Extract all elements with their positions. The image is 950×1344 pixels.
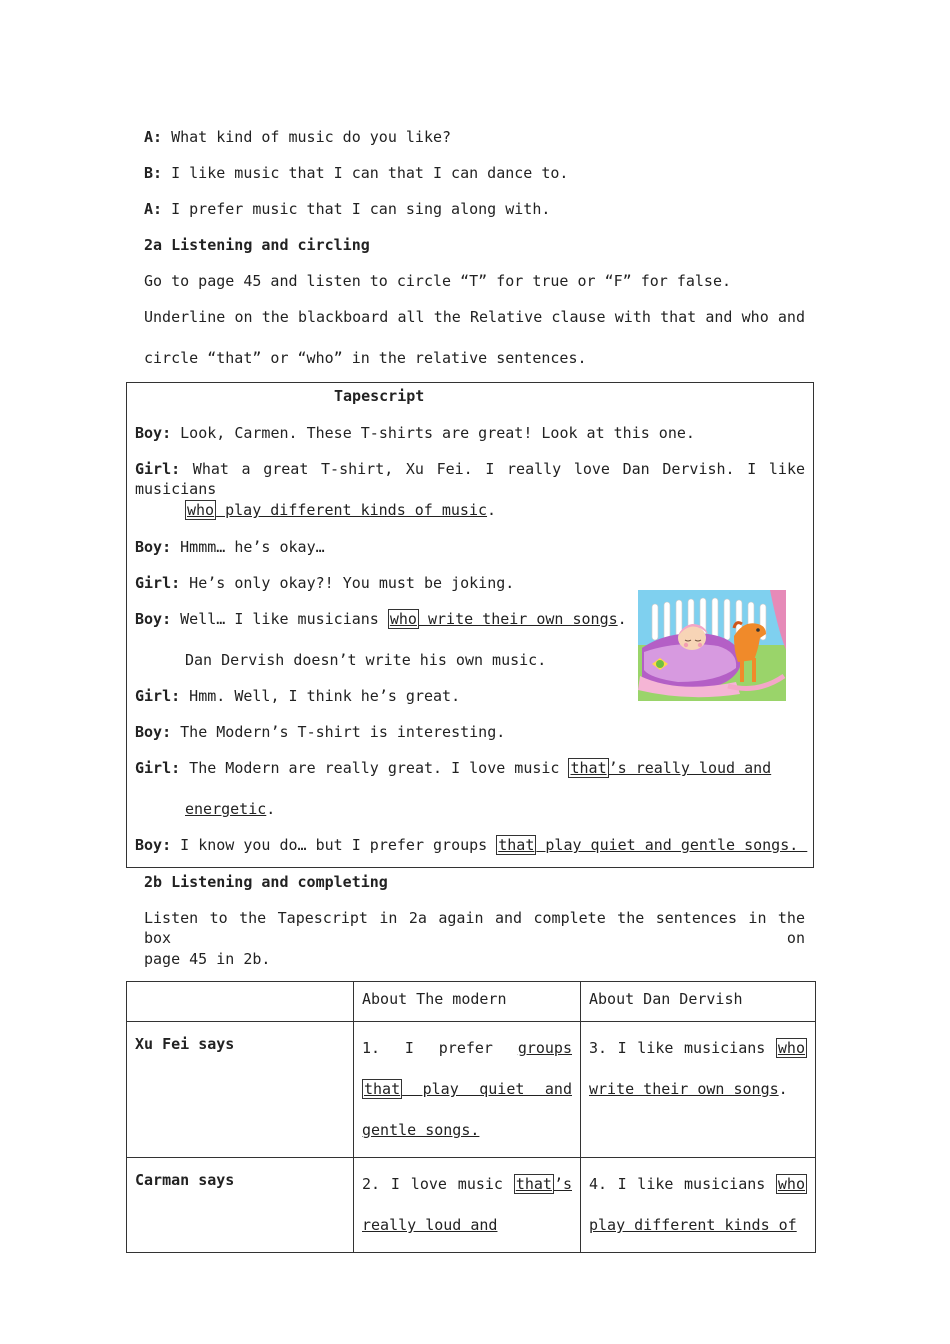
table-header-row [127, 982, 816, 1022]
speaker-label: Boy: [135, 723, 172, 741]
completion-table [126, 981, 816, 1253]
cell-text: 2. I love music [362, 1175, 514, 1193]
cell-text: . [778, 1080, 788, 1098]
tapescript-line [135, 609, 627, 629]
section-2b-instruction-2: page 45 in 2b. [144, 950, 271, 968]
circled-word: who [389, 610, 417, 628]
underlined-clause: ’s really loud and [608, 759, 772, 777]
speaker-label: A: [144, 128, 163, 146]
underlined-clause: play quiet and gentle songs. [362, 1080, 572, 1139]
line-text: Hmm. Well, I think he’s great. [180, 687, 461, 705]
speaker-label: Boy: [135, 610, 172, 628]
tapescript-line [185, 500, 496, 520]
dialogue-text: I prefer music that I can sing along with. [162, 200, 551, 218]
speaker-label: Girl: [135, 759, 181, 777]
line-text: Hmmm… he’s okay… [171, 538, 325, 556]
sleeping-baby-illustration [638, 590, 786, 701]
tapescript-line [135, 686, 460, 706]
line-text: He’s only okay?! You must be joking. [180, 574, 515, 592]
tapescript-title: Tapescript [334, 387, 425, 405]
line-text: . [487, 501, 497, 519]
table-row [127, 1022, 816, 1158]
row-label-carman: Carman says [127, 1158, 354, 1253]
table-cell [581, 1022, 816, 1158]
circled-word: who [777, 1175, 805, 1193]
underlined-clause: play quiet and gentle songs. [536, 836, 808, 854]
section-2a-instruction-2: Underline on the blackboard all the Relative clause with that and who and [144, 308, 805, 326]
underlined-clause: play different kinds of music [216, 501, 488, 519]
line-text: I know you do… but I prefer groups [171, 836, 497, 854]
tapescript-line [185, 799, 275, 819]
column-header-modern: About The modern [354, 982, 581, 1022]
underlined-clause: write their own songs [418, 610, 618, 628]
underlined-clause: write their own songs [589, 1080, 779, 1098]
tapescript-line [135, 835, 807, 855]
circled-word: that [515, 1175, 552, 1193]
line-text: The Modern are really great. I love music [180, 759, 569, 777]
cell-text: 1. I prefer [362, 1039, 518, 1057]
empty-header-cell [127, 982, 354, 1022]
tapescript-line [135, 722, 505, 742]
underlined-clause: ’s really loud and [362, 1175, 572, 1234]
row-label-xu-fei: Xu Fei says [127, 1022, 354, 1158]
tapescript-line: Dan Dervish doesn’t write his own music. [185, 651, 547, 669]
underlined-clause: groups [517, 1039, 572, 1057]
speaker-label: Girl: [135, 574, 181, 592]
circled-word: that [570, 759, 607, 777]
circled-word: that [364, 1080, 401, 1098]
section-2b-heading: 2b Listening and completing [144, 873, 388, 891]
tapescript-line [135, 758, 771, 778]
speaker-label: Boy: [135, 538, 172, 556]
dialogue-line-a2 [144, 199, 550, 219]
tapescript-line [135, 537, 325, 557]
cell-text: 4. I like musicians [589, 1175, 776, 1193]
circled-word: who [187, 501, 215, 519]
section-2a-instruction-1: Go to page 45 and listen to circle “T” for true or “F” for false. [144, 272, 731, 290]
speaker-label: Girl: [135, 687, 181, 705]
section-2b-instruction-1: Listen to the Tapescript in 2a again and complete the sentences in the box on [144, 909, 805, 947]
dialogue-text: I like music that I can that I can dance to. [162, 164, 569, 182]
line-text: What a great T-shirt, Xu Fei. I really love Dan Dervish. I like musicians [135, 460, 805, 498]
table-cell [581, 1158, 816, 1253]
dialogue-line-b [144, 163, 568, 183]
tapescript-line [135, 459, 805, 499]
cell-text: 3. I like musicians [589, 1039, 776, 1057]
table-row [127, 1158, 816, 1253]
speaker-label: Girl: [135, 460, 181, 478]
column-header-dan-dervish: About Dan Dervish [581, 982, 816, 1022]
section-2a-instruction-3: circle “that” or “who” in the relative sentences. [144, 349, 587, 367]
speaker-label: Boy: [135, 424, 172, 442]
tapescript-line [135, 573, 514, 593]
underlined-clause: energetic [185, 800, 267, 818]
section-2a-heading: 2a Listening and circling [144, 236, 370, 254]
line-text: . [266, 800, 276, 818]
line-text: Look, Carmen. These T-shirts are great! Look at this one. [171, 424, 695, 442]
dialogue-text: What kind of music do you like? [162, 128, 452, 146]
speaker-label: A: [144, 200, 163, 218]
table-cell [354, 1022, 581, 1158]
speaker-label: Boy: [135, 836, 172, 854]
speaker-label: B: [144, 164, 163, 182]
tapescript-line [135, 423, 695, 443]
table-cell [354, 1158, 581, 1253]
underlined-clause: play different kinds of [589, 1216, 797, 1234]
dialogue-line-a1 [144, 127, 451, 147]
circled-word: who [777, 1039, 805, 1057]
line-text: . [617, 610, 627, 628]
line-text: Well… I like musicians [171, 610, 388, 628]
line-text: The Modern’s T-shirt is interesting. [171, 723, 506, 741]
circled-word: that [498, 836, 535, 854]
